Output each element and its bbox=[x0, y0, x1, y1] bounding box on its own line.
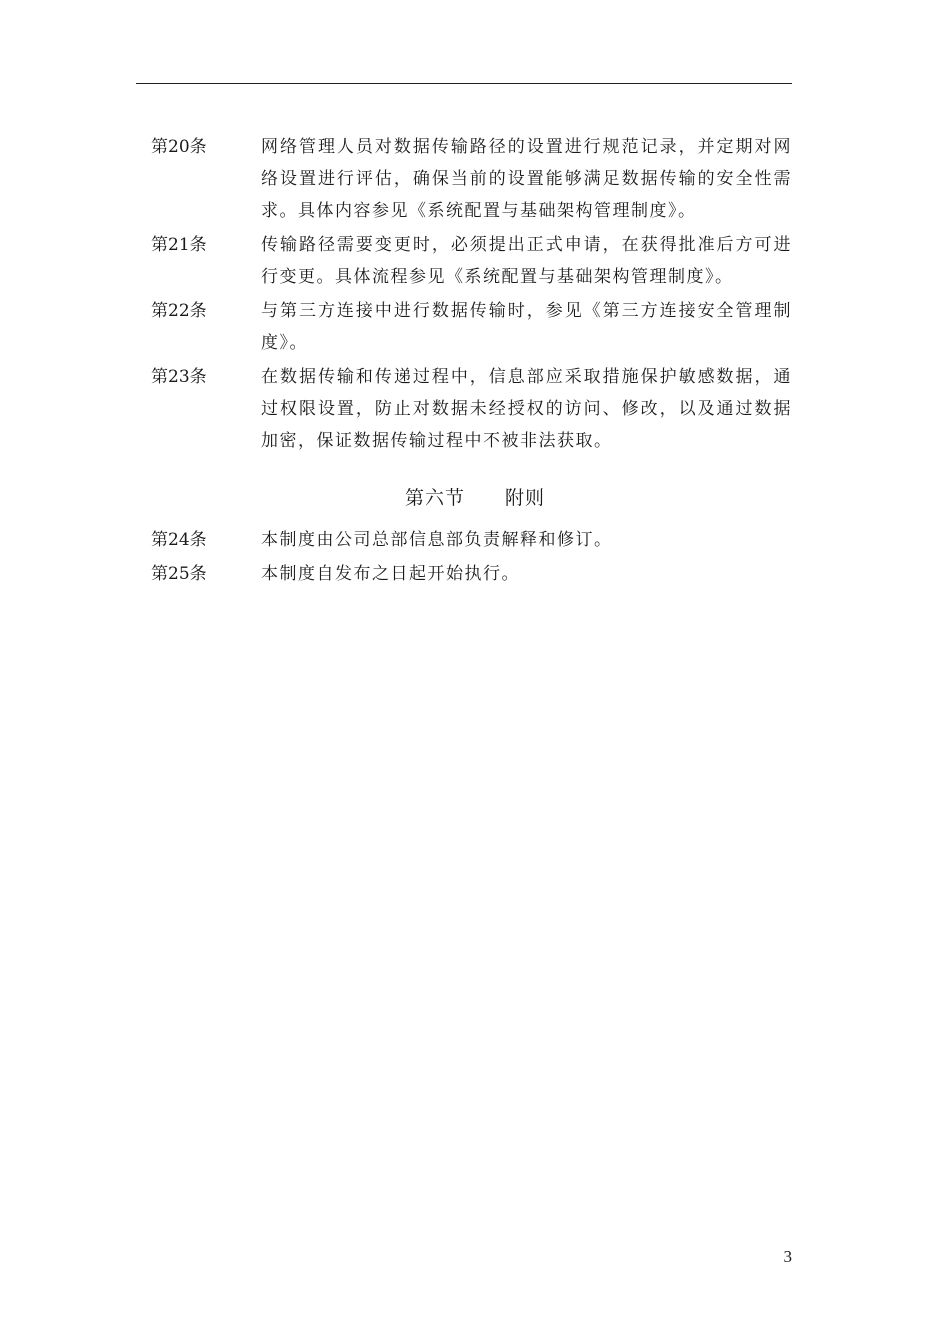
article-22 bbox=[151, 295, 792, 359]
article-text: 网络管理人员对数据传输路径的设置进行规范记录，并定期对网络设置进行评估，确保当前的设置能够满足数据传输的安全性需求。具体内容参见《系统配置与基础架构管理制度》。 bbox=[261, 137, 792, 221]
article-list-top bbox=[151, 131, 792, 459]
article-number: 第21条 bbox=[151, 235, 207, 255]
article-list-bottom bbox=[151, 524, 792, 592]
article-25 bbox=[151, 558, 792, 590]
page-number: 3 bbox=[783, 1247, 792, 1266]
article-text: 在数据传输和传递过程中，信息部应采取措施保护敏感数据，通过权限设置，防止对数据未经授权的访问、修改，以及通过数据加密，保证数据传输过程中不被非法获取。 bbox=[261, 367, 792, 451]
section-heading bbox=[0, 484, 950, 512]
article-text: 传输路径需要变更时，必须提出正式申请，在获得批准后方可进行变更。具体流程参见《系统配置与基础架构管理制度》。 bbox=[261, 235, 792, 287]
header-rule bbox=[136, 83, 792, 84]
article-text: 与第三方连接中进行数据传输时，参见《第三方连接安全管理制度》。 bbox=[261, 301, 792, 353]
article-number: 第25条 bbox=[151, 564, 207, 584]
article-24 bbox=[151, 524, 792, 556]
section-number: 第六节 bbox=[404, 487, 465, 509]
article-23 bbox=[151, 361, 792, 457]
article-number: 第24条 bbox=[151, 530, 207, 550]
article-number: 第20条 bbox=[151, 137, 207, 157]
article-21 bbox=[151, 229, 792, 293]
section-title: 附则 bbox=[505, 487, 546, 509]
article-20 bbox=[151, 131, 792, 227]
article-number: 第22条 bbox=[151, 301, 207, 321]
article-text: 本制度由公司总部信息部负责解释和修订。 bbox=[261, 530, 613, 550]
article-number: 第23条 bbox=[151, 367, 207, 387]
article-text: 本制度自发布之日起开始执行。 bbox=[261, 564, 520, 584]
